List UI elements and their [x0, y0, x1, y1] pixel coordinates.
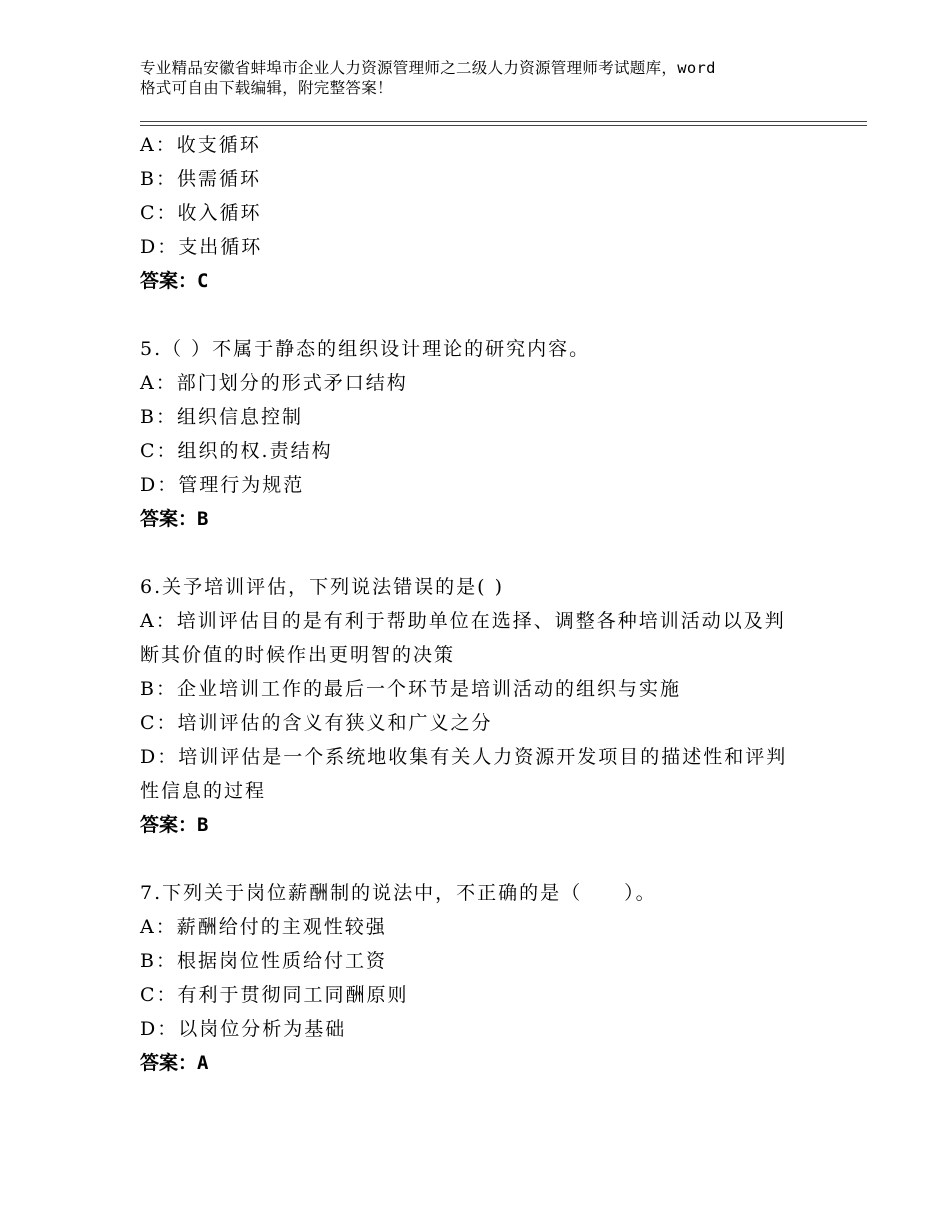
answer-value: B: [197, 508, 209, 530]
option-a-line-1: A：培训评估目的是有利于帮助单位在选择、调整各种培训活动以及判: [140, 610, 786, 632]
option-b: B：供需循环: [140, 168, 261, 190]
question-block-5: [140, 332, 820, 536]
answer-line: [140, 264, 820, 298]
spacer: [140, 842, 820, 876]
spacer: [140, 298, 820, 332]
answer-label: 答案：: [140, 1052, 198, 1074]
header-line-2: 格式可自由下载编辑，附完整答案！: [140, 79, 393, 97]
answer-line: [140, 1046, 820, 1080]
question-block-7: [140, 876, 820, 1080]
option-d-line-1: D：培训评估是一个系统地收集有关人力资源开发项目的描述性和评判: [140, 746, 788, 768]
option-d-line-2: 性信息的过程: [140, 780, 267, 802]
option-a: A：收支循环: [140, 134, 261, 156]
option-a-line-2: 断其价值的时候作出更明智的决策: [140, 644, 456, 666]
option-d: D：支出循环: [140, 236, 263, 258]
answer-value: B: [197, 814, 209, 836]
question-text: 7.下列关于岗位薪酬制的说法中，不正确的是（ ）。: [140, 882, 657, 904]
header-line-1: 专业精品安徽省蚌埠市企业人力资源管理师之二级人力资源管理师考试题库，word: [140, 59, 716, 77]
option-c: C：组织的权.责结构: [140, 440, 333, 462]
answer-label: 答案：: [140, 508, 198, 530]
option-d: D：管理行为规范: [140, 474, 305, 496]
option-a: A：薪酬给付的主观性较强: [140, 916, 387, 938]
option-c: C：有利于贯彻同工同酬原则: [140, 984, 409, 1006]
option-c: C：收入循环: [140, 202, 262, 224]
document-header: [140, 58, 830, 98]
answer-value: C: [197, 270, 209, 292]
option-a: A：部门划分的形式矛口结构: [140, 372, 408, 394]
question-text: 5.（ ）不属于静态的组织设计理论的研究内容。: [140, 338, 591, 360]
question-block-4: [140, 128, 820, 298]
option-d: D：以岗位分析为基础: [140, 1018, 347, 1040]
option-b: B：企业培训工作的最后一个环节是培训活动的组织与实施: [140, 678, 681, 700]
option-c: C：培训评估的含义有狭义和广义之分: [140, 712, 493, 734]
answer-line: [140, 502, 820, 536]
answer-label: 答案：: [140, 270, 198, 292]
option-b: B：组织信息控制: [140, 406, 303, 428]
option-b: B：根据岗位性质给付工资: [140, 950, 387, 972]
question-block-6: [140, 570, 820, 842]
answer-value: A: [197, 1052, 209, 1074]
header-rule-top: [140, 121, 867, 122]
spacer: [140, 536, 820, 570]
answer-label: 答案：: [140, 814, 198, 836]
question-list: [140, 128, 820, 1080]
header-rule-bottom: [140, 125, 867, 126]
answer-line: [140, 808, 820, 842]
question-text: 6.关予培训评估，下列说法错误的是( ): [140, 576, 504, 598]
